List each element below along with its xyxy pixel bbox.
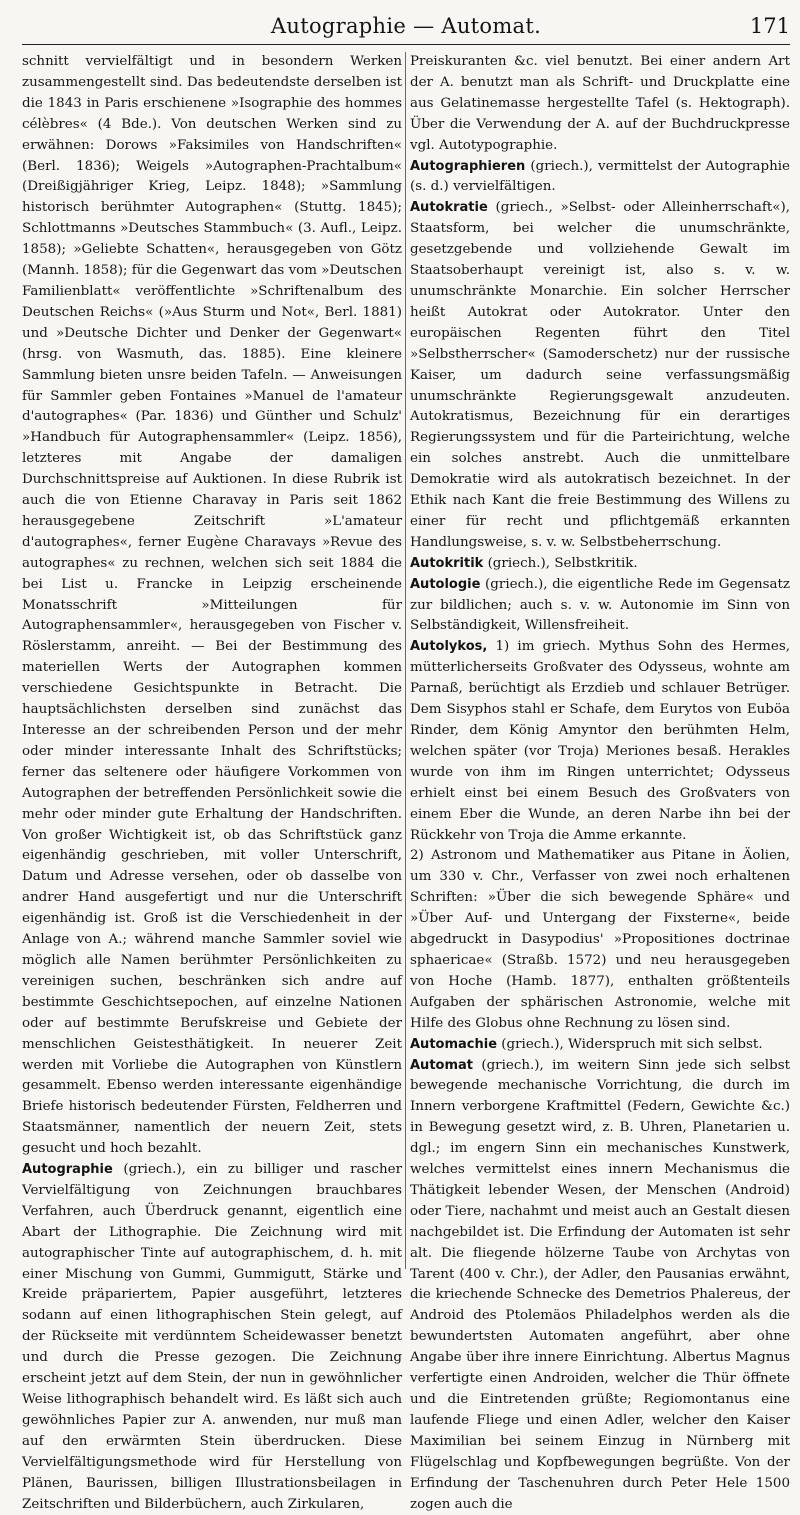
headword: Automachie [410,1037,497,1052]
entry-autologie [410,575,790,638]
headword: Autographieren [410,159,525,174]
headword: Autographie [22,1162,113,1177]
entry-text: 1) im griech. Mythus Sohn des Hermes, mütterlicherseits Großvater des Odysseus, wohnte am Parnaß, berüchtigt als Erzdieb und schlauer Betrüger. Dem Sisyphos stahl er Schafe, dem Eurytos von Euböa Rinder, dem König Amyntor den berühmten Helm, welchen später (vor Troja) Meriones besaß. Herakles wurde von ihm im Ringen unterrichtet; Odysseus erhielt einst bei einem Besuch des Großvaters von einem Eber die Wunde, an deren Narbe ihn bei der Rückkehr von Troja die Amme erkannte. [410,639,790,842]
entry-autokritik [410,554,790,575]
entry-text: (griech.), im weitern Sinn jede sich selbst bewegende mechanische Vorrichtung, die durch im Innern verborgene Kraftmittel (Federn, Gewichte &c.) in Bewegung gesetzt wird, z. B. Uhren, Planetarien u. dgl.; im engern Sinn ein mechanisches Kunstwerk, welches vermittelst eines innern Mechanismus die Thätigkeit lebender Wesen, der Menschen (Android) oder Tiere, nachahmt und meist auch an Gestalt diesen nachgebildet ist. Die Erfindung der Automaten ist sehr alt. Die fliegende hölzerne Taube von Archytas von Tarent (400 v. Chr.), der Adler, den Pausanias erwähnt, die kriechende Schnecke des Demetrios Phalereus, der Android des Ptolemäos Philadelphos werden als die bewundertsten Automaten angeführt, aber ohne Angabe über ihre innere Einrichtung. Albertus Magnus verfertigte einen Androiden, welcher die Thür öffnete und die Eintretenden grüßte; Regiomontanus eine laufende Fliege und einen Adler, welcher den Kaiser Maximilian bei seinem Einzug in Nürnberg mit Flügelschlag und Kopfbewegungen begrüßte. Von der Erfindung der Taschenuhren durch Peter Hele 1500 zogen auch die [410,1058,790,1512]
headword: Autokratie [410,200,488,215]
text-columns [22,52,790,1269]
column-divider [402,52,410,1269]
headword: Autologie [410,577,480,592]
entry-text: (griech.), Widerspruch mit sich selbst. [497,1037,763,1052]
headword: Autolykos, [410,639,487,654]
headword: Autokritik [410,556,483,571]
running-head: Autographie — Automat. [22,14,790,38]
paragraph-autographie-continued: Preiskuranten &c. viel benutzt. Bei einer andern Art der A. benutzt man als Schrift- und Druckplatte eine aus Gelatinemasse hergestellte Tafel (s. Hektograph). Über die Verwendung der A. auf der Buchdruckpresse vgl. Autotypographie. [410,52,790,157]
entry-text: (griech.), Selbstkritik. [483,556,637,571]
entry-automat [410,1056,790,1515]
entry-text: (griech.), ein zu billiger und rascher Vervielfältigung von Zeichnungen brauchbares Verfahren, auch Überdruck genannt, eigentlich eine Abart der Lithographie. Die Zeichnung wird mit autographischer Tinte auf autographischem, d. h. mit einer Mischung von Gummi, Gummigutt, Stärke und Kreide präpariertem, Papier ausgeführt, letzteres sodann auf einen lithographischen Stein gelegt, auf der Rückseite mit verdünntem Scheidewasser benetzt und durch die Presse gezogen. Die Zeichnung erscheint jetzt auf dem Stein, der nun in gewöhnlicher Weise lithographisch behandelt wird. Es läßt sich auch gewöhnliches Papier zur A. anwenden, nur muß man auf den erwärmten Stein überdrucken. Diese Vervielfältigungsmethode wird für Herstellung von Plänen, Baurissen, billigen Illustrationsbeilagen in Zeitschriften und Bilderbüchern, auch Zirkularen, [22,1162,402,1512]
headword: Automat [410,1058,473,1073]
entry-text: (griech., »Selbst- oder Alleinherrschaft«), Staatsform, bei welcher die unumschränkte, gesetzgebende und vollziehende Gewalt im Staatsoberhaupt vereinigt ist, also s. v. w. unumschränkte Monarchie. Ein solcher Herrscher heißt Autokrat oder Autokrator. Unter den europäischen Regenten führt den Titel »Selbstherrscher« (Samoderschetz) nur der russische Kaiser, um dadurch seine verfassungsmäßig unumschränkte Regierungsgewalt anzudeuten. Autokratismus, Bezeichnung für ein derartiges Regierungssystem und für die Parteirichtung, welche ein solches anstrebt. Auch die unmittelbare Demokratie wird als autokratisch bezeichnet. In der Ethik nach Kant die freie Bestimmung des Willens zu einer für recht und pflichtgemäß erkannten Handlungsweise, s. v. w. Selbstbeherrschung. [410,200,790,550]
page-header [22,0,790,44]
entry-autolykos-2: 2) Astronom und Mathematiker aus Pitane in Äolien, um 330 v. Chr., Verfasser von zwei noch erhaltenen Schriften: »Über die sich bewegende Sphäre« und »Über Auf- und Untergang der Fixsterne«, beide abgedruckt in Dasypodius' »Propositiones doctrinae sphaericae« (Straßb. 1572) und neu herausgegeben von Hoche (Hamb. 1877), enthalten größtenteils Aufgaben der sphärischen Astronomie, welche mit Hilfe des Globus ohne Rechnung zu lösen sind. [410,846,790,1034]
entry-autographie [22,1160,402,1515]
paragraph-autographen-continued: schnitt vervielfältigt und in besondern Werken zusammengestellt sind. Das bedeutendste derselben ist die 1843 in Paris erschienene »Isographie des hommes célèbres« (4 Bde.). Von deutschen Werken sind zu erwähnen: Dorows »Faksimiles von Handschriften« (Berl. 1836); Weigels »Autographen-Prachtalbum« (Dreißigjähriger Krieg, Leipz. 1848); »Sammlung historisch berühmter Autographen« (Stuttg. 1845); Schlottmanns »Deutsches Stammbuch« (3. Aufl., Leipz. 1858); »Geliebte Schatten«, herausgegeben von Götz (Mannh. 1858); für die Gegenwart das vom »Deutschen Familienblatt« veröffentlichte »Schriftenalbum des Deutschen Reichs« (»Aus Sturm und Not«, Berl. 1881) und »Deutsche Dichter und Denker der Gegenwart« (hrsg. von Wasmuth, das. 1885). Eine kleinere Sammlung bieten unsre beiden Tafeln. — Anweisungen für Sammler geben Fontaines »Manuel de l'amateur d'autographes« (Par. 1836) und Günther und Schulz' »Handbuch für Autographensammler« (Leipz. 1856), letzteres mit Angabe der damaligen Durchschnittspreise auf Auktionen. In diese Rubrik ist auch die von Etienne Charavay in Paris seit 1862 herausgegebene Zeitschrift »L'amateur d'autographes«, ferner Eugène Charavays »Revue des autographes« zu rechnen, welchen sich seit 1884 die bei List u. Francke in Leipzig erscheinende Monatsschrift »Mitteilungen für Autographensammler«, herausgegeben von Fischer v. Röslerstamm, anreiht. — Bei der Bestimmung des materiellen Werts der Autographen kommen verschiedene Gesichtspunkte in Betracht. Die hauptsächlichsten derselben sind zunächst das Interesse an der schreibenden Person und der mehr oder minder interessante Inhalt des Schriftstücks; ferner das seltenere oder häufigere Vorkommen von Autographen der betreffenden Persönlichkeit sowie die mehr oder minder gute Erhaltung der Handschriften. Von großer Wichtigkeit ist, ob das Schriftstück ganz eigenhändig geschrieben, mit voller Unterschrift, Datum und Adresse versehen, oder ob dasselbe von andrer Hand ausgefertigt und nur die Unterschrift eigenhändig ist. Groß ist die Verschiedenheit in der Anlage von A.; während manche Sammler soviel wie möglich alle Namen berühmter Persönlichkeiten zu vereinigen suchen, beschränken sich andre auf bestimmte Geschichtsepochen, auf einzelne Nationen oder auf bestimmte Berufskreise und Gebiete der menschlichen Geistesthätigkeit. In neuerer Zeit werden mit Vorliebe die Autographen von Künstlern gesammelt. Ebenso werden interessante eigenhändige Briefe historisch bedeutender Fürsten, Feldherren und Staatsmänner, namentlich der neuern Zeit, stets gesucht und hoch bezahlt. [22,52,402,1160]
entry-text: (griech.), vermittelst der Autographie (s. d.) vervielfältigen. [410,159,790,195]
entry-autolykos [410,637,790,846]
right-column [410,52,790,1269]
entry-autokratie [410,198,790,553]
entry-text: (griech.), die eigentliche Rede im Gegensatz zur bildlichen; auch s. v. w. Autonomie im Sinn von Selbständigkeit, Willensfreiheit. [410,577,790,634]
entry-autographieren [410,157,790,199]
entry-automachie [410,1035,790,1056]
header-rule [22,44,790,45]
page-number: 171 [750,14,790,38]
left-column [22,52,402,1269]
